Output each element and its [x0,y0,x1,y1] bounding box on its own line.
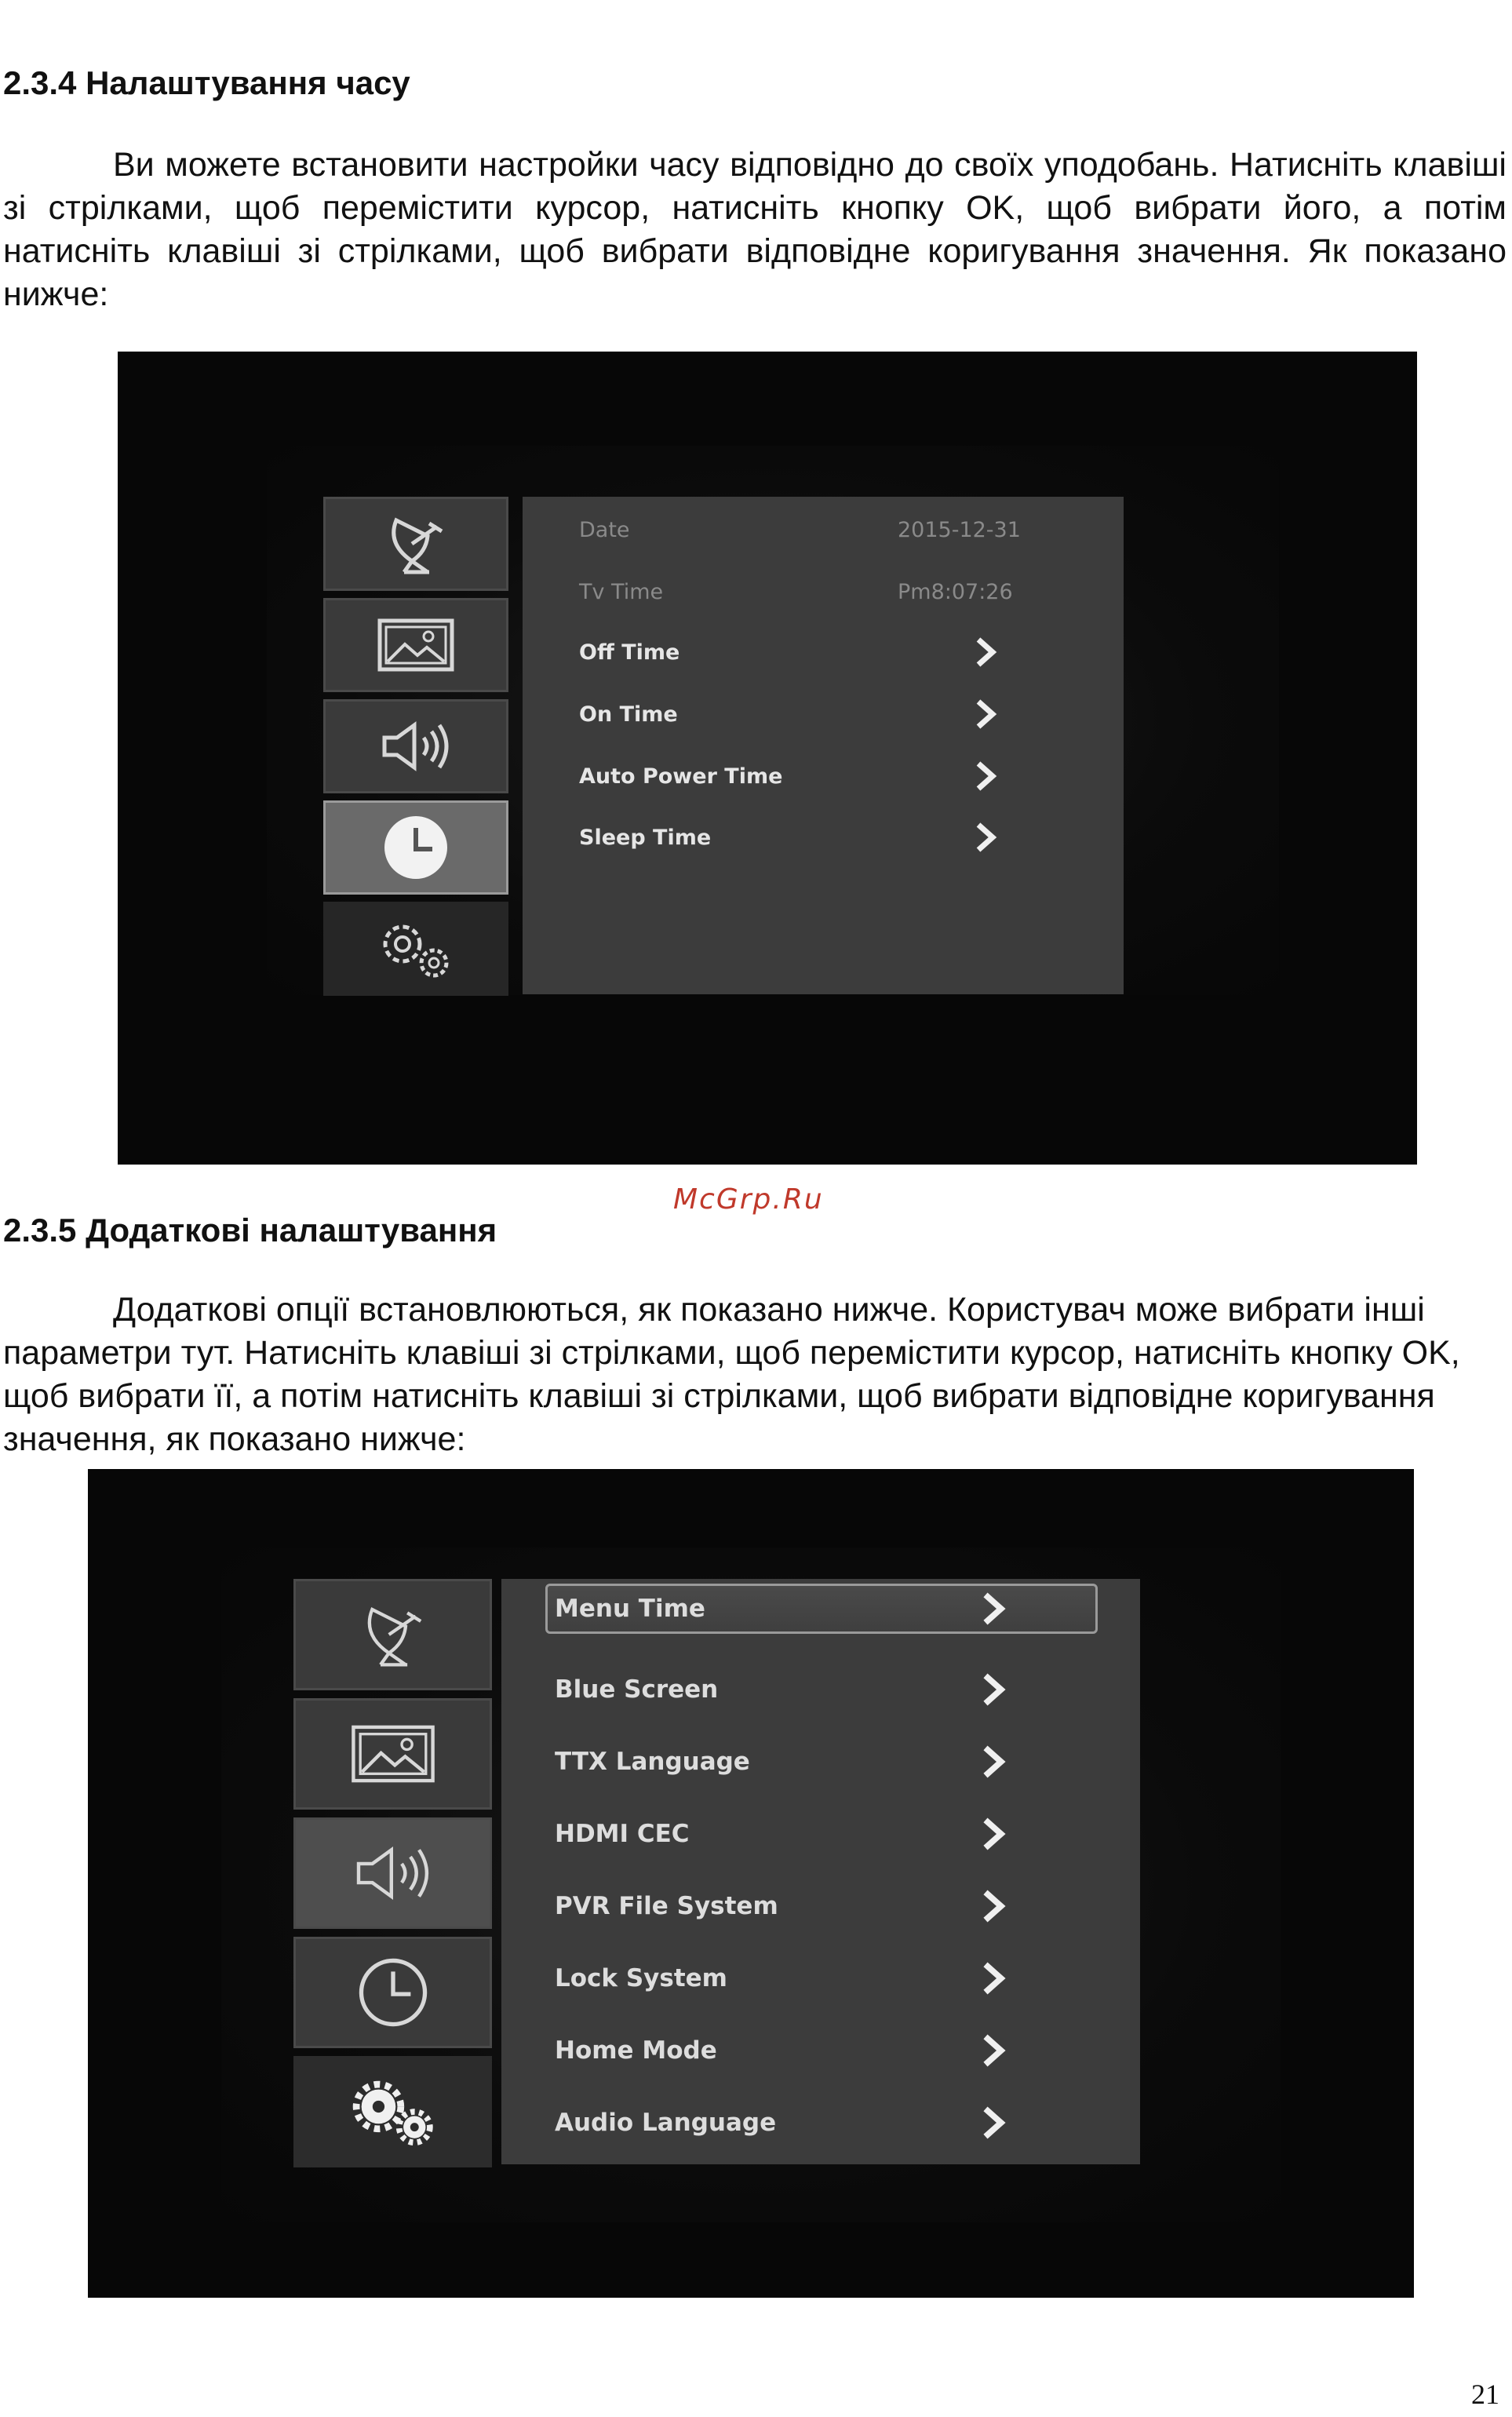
picture-icon [350,1723,436,1784]
chevron-right-icon [980,1672,1008,1707]
menu-row-label: On Time [579,702,678,727]
chevron-right-icon [980,1744,1008,1779]
tab-channel[interactable] [293,1579,492,1690]
chevron-right-icon [980,2105,1008,2140]
menu-row-label: Off Time [579,640,680,665]
chevron-right-icon [980,1889,1008,1923]
menu-row-label: Tv Time [579,579,664,604]
menu-row-audio-language[interactable] [501,2092,1140,2153]
chevron-right-icon [980,1817,1008,1851]
extra-settings-screenshot [88,1469,1414,2298]
menu-row-sleep-time[interactable] [523,810,1124,865]
chevron-right-icon [980,1591,1008,1626]
menu-row-label: TTX Language [555,1748,750,1776]
chevron-right-icon [980,1961,1008,1996]
menu-row-label: Lock System [555,1964,727,1992]
clock-icon [355,1955,431,2030]
section-heading-time: 2.3.4 Налаштування часу [3,64,410,101]
menu-tabs [323,497,508,1003]
menu-row-label: HDMI CEC [555,1820,690,1848]
chevron-right-icon [974,636,999,668]
menu-row-label: Audio Language [555,2109,777,2137]
section-heading-extra: 2.3.5 Додаткові налаштування [3,1212,497,1249]
menu-row-label: Menu Time [555,1595,705,1623]
time-menu-panel [523,497,1124,994]
tab-channel[interactable] [323,497,508,591]
menu-row-label: PVR File System [555,1892,778,1920]
tab-time[interactable] [293,1937,492,2048]
time-settings-screenshot [118,352,1417,1165]
speaker-icon [377,719,455,774]
menu-row-label: Auto Power Time [579,764,783,789]
picture-icon [377,618,455,673]
satellite-icon [355,1599,431,1670]
menu-row-auto-power-time[interactable] [523,749,1124,804]
menu-row-label: Blue Screen [555,1675,719,1704]
menu-row-value: Pm8:07:26 [898,579,1013,604]
tab-setup[interactable] [293,2056,492,2167]
tab-sound[interactable] [293,1817,492,1929]
menu-row-value: 2015-12-31 [898,517,1021,542]
watermark: McGrp.Ru [673,1183,824,1216]
menu-row-home-mode[interactable] [501,2020,1140,2081]
menu-row-date [523,502,1124,557]
menu-row-lock-system[interactable] [501,1948,1140,2009]
menu-row-off-time[interactable] [523,625,1124,680]
menu-tabs [293,1579,492,2175]
menu-row-hdmi-cec[interactable] [501,1803,1140,1865]
chevron-right-icon [980,2033,1008,2068]
menu-row-blue-screen[interactable] [501,1659,1140,1720]
chevron-right-icon [974,760,999,792]
clock-icon [381,812,451,883]
menu-row-ttx-language[interactable] [501,1731,1140,1792]
tab-time[interactable] [323,800,508,895]
chevron-right-icon [974,822,999,853]
menu-row-tv-time [523,564,1124,619]
gears-icon [346,2076,440,2147]
gears-icon [373,917,459,980]
satellite-icon [381,512,451,575]
section-paragraph-extra: Додаткові опції встановлюються, як показано нижче. Користувач може вибрати інші параметри тут. Натисніть клавіші зі стрілками, щоб перемістити курсор, натисніть кнопку OK, щоб вибрати її, а потім натисніть клавіші зі стрілками, щоб вибрати відповідне коригування значення, як показано нижче: [3,1291,1460,1458]
tab-setup[interactable] [323,902,508,996]
tab-sound[interactable] [323,699,508,793]
page-number: 21 [1471,2379,1499,2410]
section-paragraph-time: Ви можете встановити настройки часу відповідно до своїх уподобань. Натисніть клавіші зі стрілками, щоб перемістити курсор, натисніть кнопку OK, щоб вибрати його, а потім натисніть клавіші зі стрілками, щоб вибрати відповідне коригування значення. Як показано нижче: [3,146,1507,313]
speaker-icon [350,1843,436,1904]
menu-row-menu-time[interactable] [545,1584,1098,1634]
menu-row-label: Date [579,517,630,542]
tab-picture[interactable] [293,1698,492,1810]
menu-row-pvr-file-system[interactable] [501,1876,1140,1937]
menu-row-on-time[interactable] [523,687,1124,742]
menu-row-label: Sleep Time [579,825,712,850]
menu-row-label: Home Mode [555,2036,717,2065]
chevron-right-icon [974,698,999,730]
tab-picture[interactable] [323,598,508,692]
extra-menu-panel [501,1579,1140,2164]
